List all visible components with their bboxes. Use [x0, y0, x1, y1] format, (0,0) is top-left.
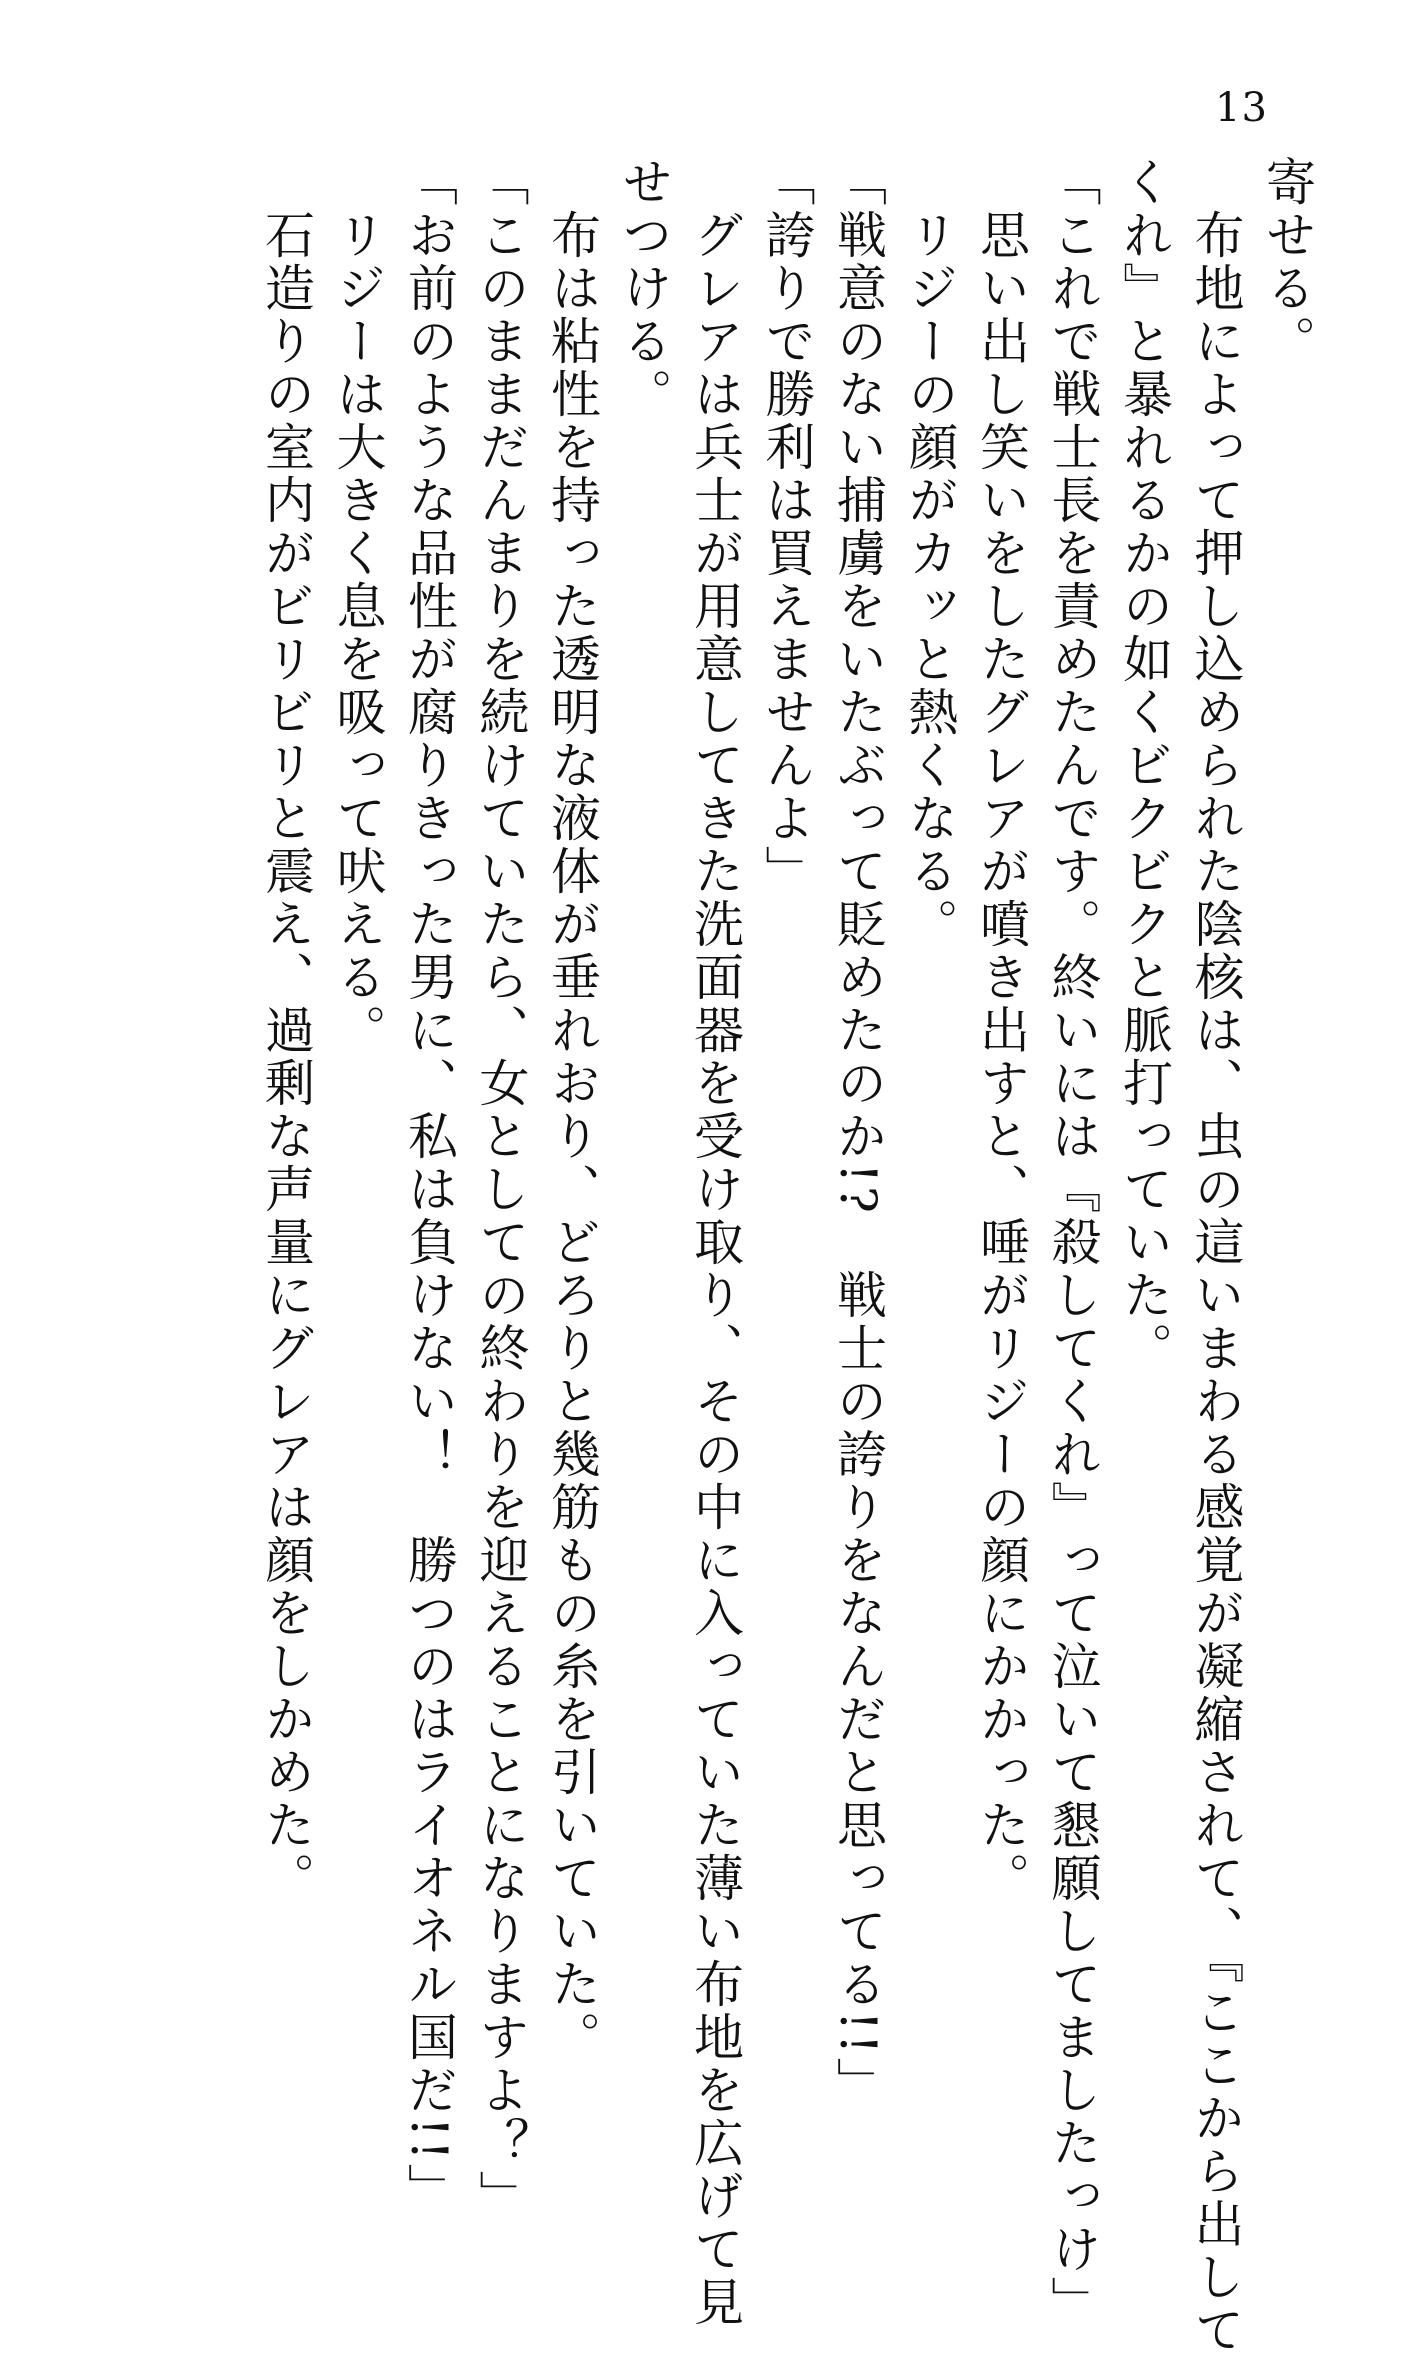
- text-line: リジーは大きく息を吸って吠える。: [328, 156, 387, 1057]
- page-number: 13: [1215, 85, 1268, 131]
- text-line: 思い出し笑いをしたグレアが噴き出すと、唾がリジーの顔にかかった。: [972, 156, 1030, 1905]
- text-line: リジーの顔がカッと熱くなる。: [900, 156, 959, 951]
- text-line: せつける。: [614, 156, 673, 421]
- text-line: 「お前のような品性が腐りきった男に、私は負けない！ 勝つのはライオネル国だ!!」: [400, 156, 458, 2217]
- novel-text: [250, 156, 1323, 2357]
- text-line: 「誇りで勝利は買えませんよ」: [757, 156, 816, 898]
- text-line: 「このままだんまりを続けていたら、女としての終わりを迎えることになりますよ？」: [471, 156, 530, 2223]
- text-line: 寄せる。: [1258, 156, 1316, 368]
- text-line: グレアは兵士が用意してきた洗面器を受け取り、その中に入っていた薄い布地を広げて見: [686, 156, 744, 2329]
- text-line: 布は粘性を持った透明な液体が垂れおり、どろりと幾筋もの糸を引いていた。: [543, 156, 601, 2064]
- text-line: 布地によって押し込められた陰核は、虫の這いまわる感覚が凝縮されて、『ここから出して: [1186, 156, 1245, 2357]
- text-line: くれ』と暴れるかの如くビクビクと脈打っていた。: [1115, 156, 1173, 1375]
- text-line: 石造りの室内がビリビリと震え、過剰な声量にグレアは顔をしかめた。: [257, 156, 315, 1905]
- text-line: 「これで戦士長を責めたんです。終いには『殺してくれ』って泣いて懇願してましたっけ」: [1043, 156, 1102, 2329]
- text-line: 「戦意のない捕虜をいたぶって貶めたのか!? 戦士の誇りをなんだと思ってる!!」: [829, 156, 887, 2111]
